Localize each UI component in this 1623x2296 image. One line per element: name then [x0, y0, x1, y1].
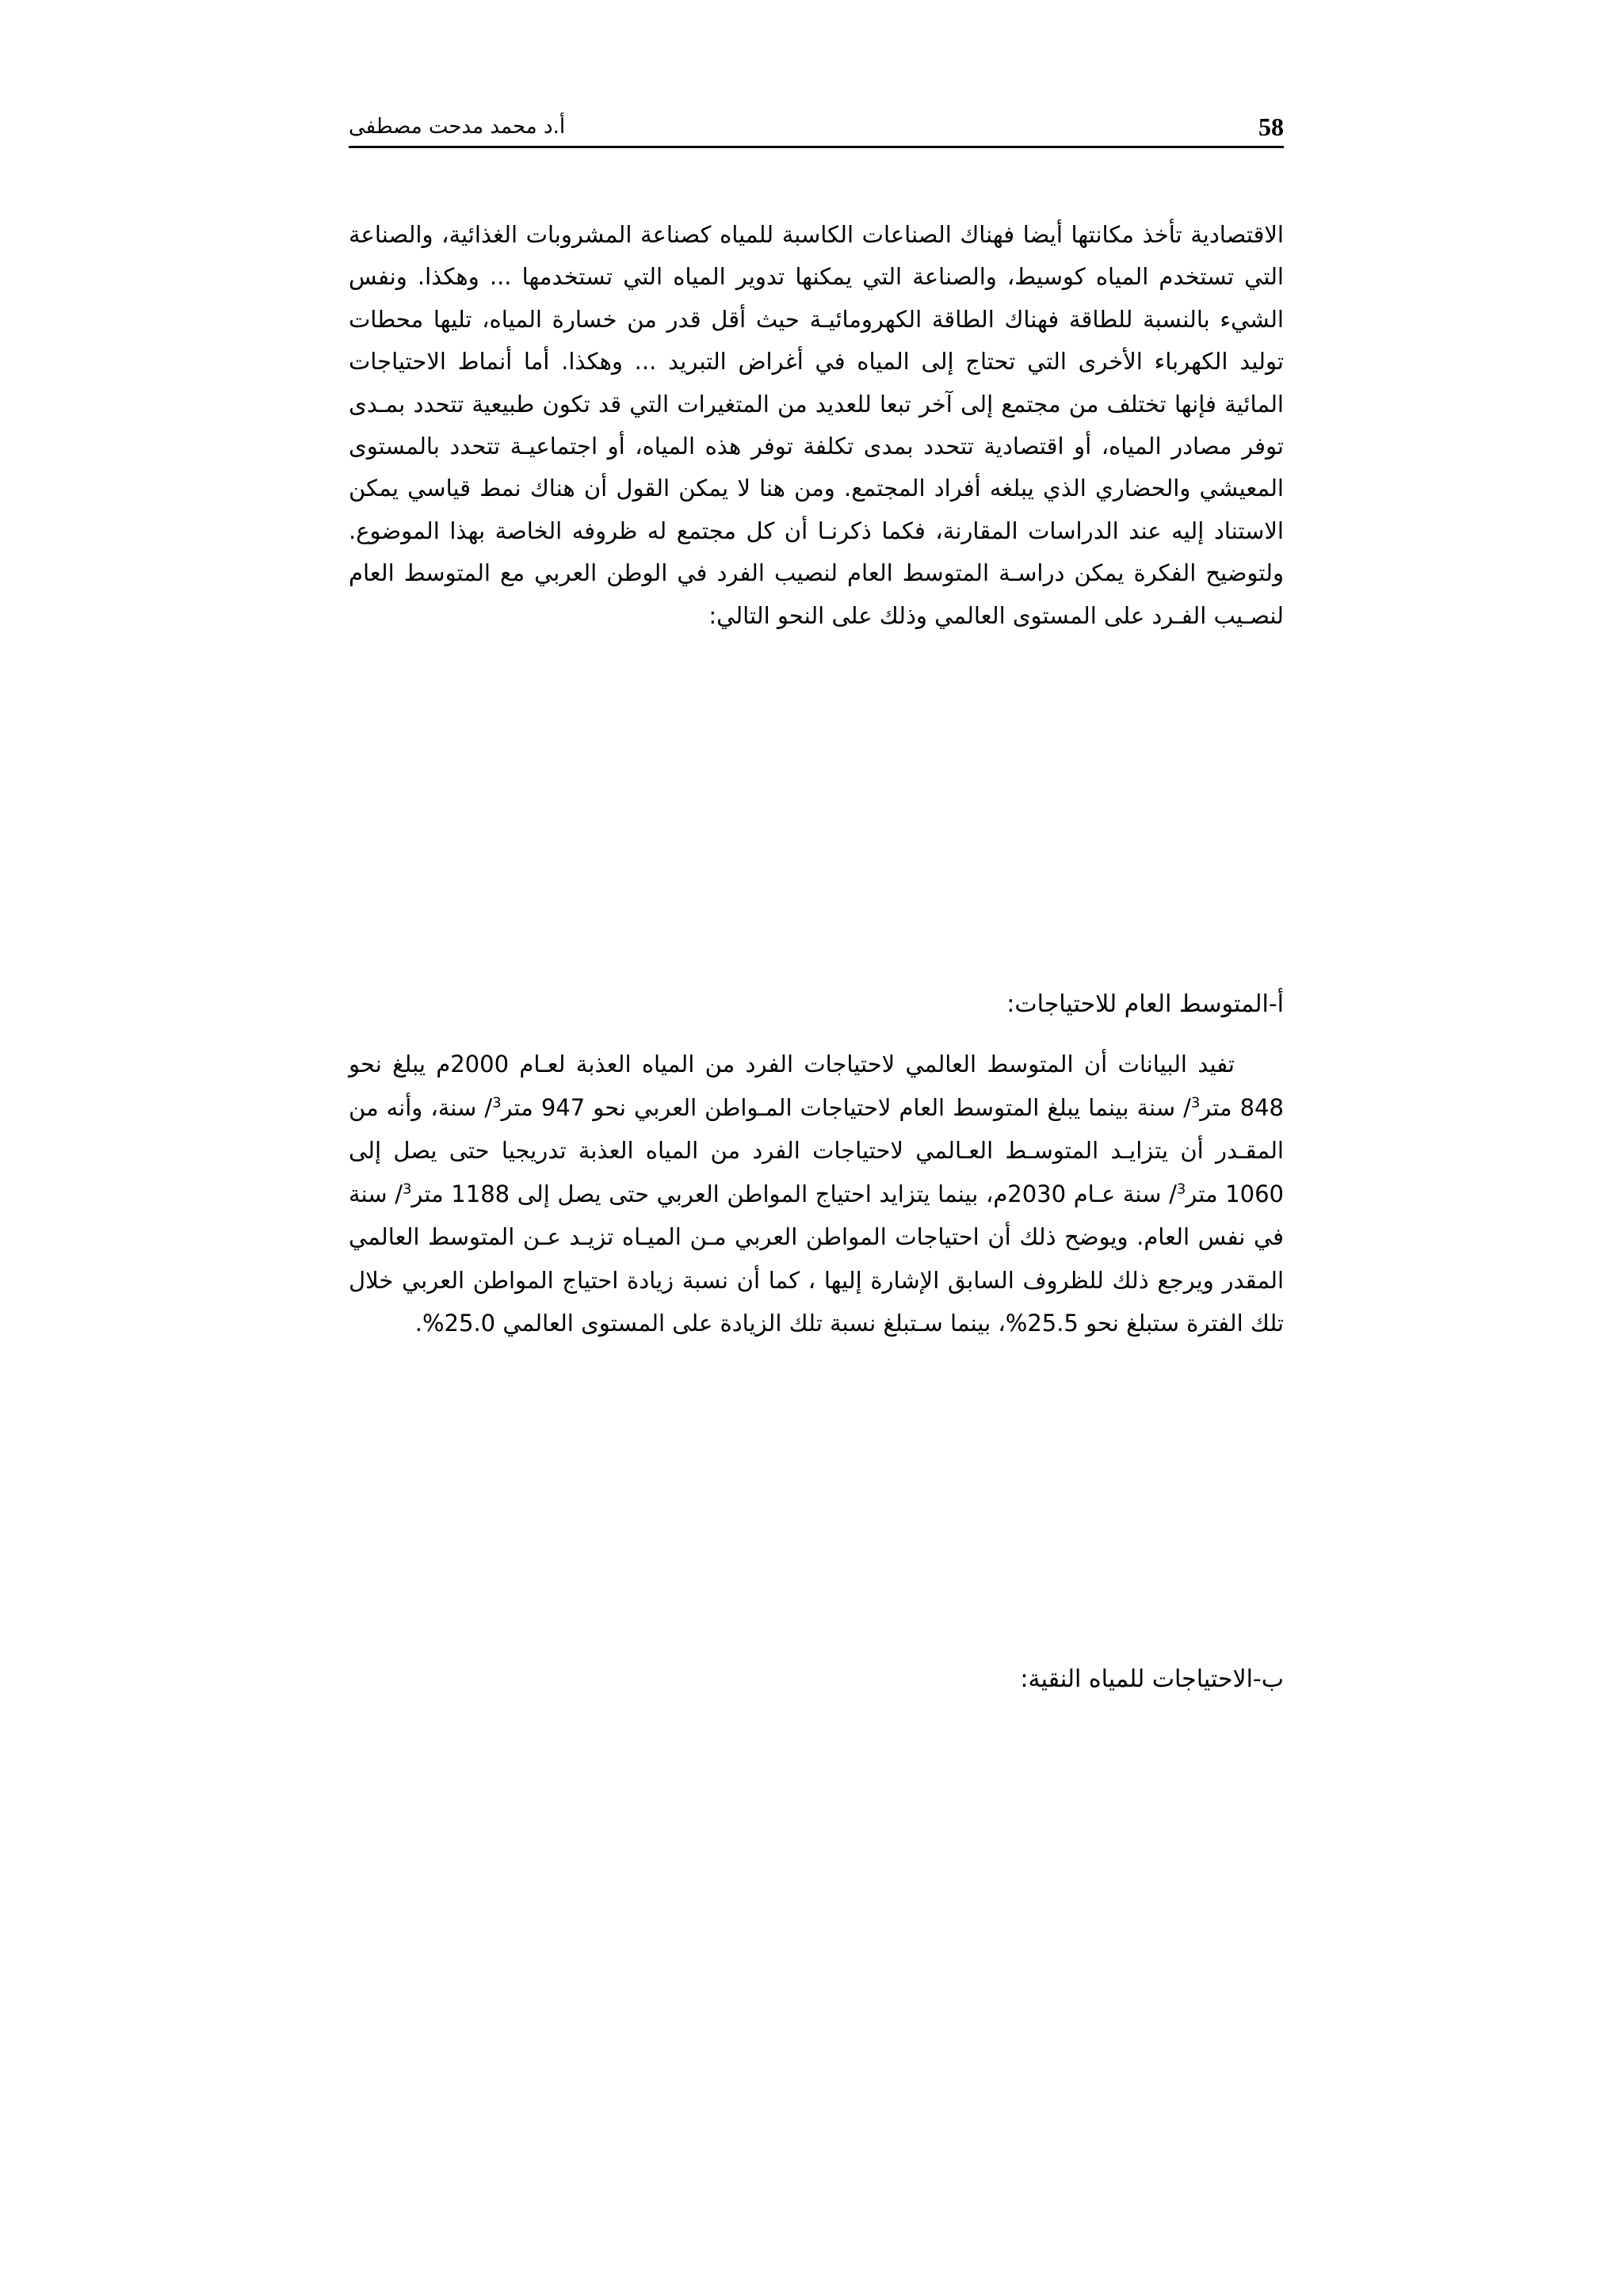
- superscript-cubed: 3: [492, 1093, 502, 1111]
- superscript-cubed: 3: [1190, 1093, 1201, 1111]
- superscript-cubed: 3: [402, 1180, 412, 1197]
- section-heading-b-text: ب-الاحتياجات للمياه النقية:: [1020, 1665, 1284, 1693]
- paragraph-1-text: الاقتصادية تأخذ مكانتها أيضا فهناك الصناعات الكاسبة للمياه كصناعة المشروبات الغذائية، والصناعة التي تستخدم المياه كوسيط، والصناعة التي يمكنها تدوير المياه التي تستخدمها ... وهكذا. ونفس الشيء بالنسبة للطاقة فهناك الطاقة الكهرومائيـة حيث أقل قدر من خسارة المياه، تليها محطات توليد الكهرباء الأخرى التي تحتاج إلى المياه في أغراض التبريد ... وهكذا. أما أنماط الاحتياجات المائية فإنها تختلف من مجتمع إلى آخر تبعا للعديد من المتغيرات التي قد تكون طبيعية تتحدد بمـدى توفر مصادر المياه، أو اقتصادية تتحدد بمدى تكلفة توفر هذه المياه، أو اجتماعيـة تتحدد بالمستوى المعيشي والحضاري الذي يبلغه أفراد المجتمع. ومن هنا لا يمكن القول أن هناك نمط قياسي يمكن الاستناد إليه عند الدراسات المقارنة، فكما ذكرنـا أن كل مجتمع له ظروفه الخاصة بهذا الموضوع. ولتوضيح الفكرة يمكن دراسـة المتوسط العام لنصيب الفرد في الوطن العربي مع المتوسط العام لنصـيب الفـرد على المستوى العالمي وذلك على النحو التالي:: [349, 221, 1284, 629]
- paragraph-2-segment: تفيد البيانات أن المتوسط العالمي لاحتياجات الفرد من المياه العذبة لعـام 2000م يبلغ نحو 848 متر: [349, 1051, 1284, 1121]
- page-header: [349, 103, 1284, 151]
- superscript-cubed: 3: [1176, 1180, 1186, 1197]
- paragraph-2-segment: / سنة، وأنه من المقـدر أن يتزايـد المتوسـط العـالمي لاحتياجات الفرد من المياه العذبة تدريجيا حتى يصل إلى 1060 متر: [349, 1093, 1284, 1207]
- paragraph-2-text: [349, 1043, 1284, 1345]
- section-heading-a-text: أ-المتوسط العام للاحتياجات:: [1006, 990, 1284, 1018]
- paragraph-2-segment: / سنة عـام 2030م، بينما يتزايد احتياج المواطن العربي حتى يصل إلى 1188 متر: [411, 1180, 1177, 1207]
- section-heading-b: [349, 1656, 1284, 1703]
- page-number: 58: [1258, 113, 1284, 141]
- paragraph-2-segment: / سنة في نفس العام. ويوضح ذلك أن احتياجات المواطن العربي مـن الميـاه تزيـد عـن المتوسط العالمي المقدر ويرجع ذلك للظروف السابق الإشارة إليها ، كما أن نسبة زيادة احتياج المواطن العربي خلال تلك الفترة ستبلغ نحو 25.5%، بينما سـتبلغ نسبة تلك الزيادة على المستوى العالمي 25.0%.: [349, 1180, 1284, 1337]
- section-heading-a: [349, 981, 1284, 1028]
- paragraph-1: [349, 214, 1284, 637]
- author-name: أ.د محمد مدحت مصطفى: [349, 115, 566, 139]
- paragraph-2: [349, 1043, 1284, 1345]
- paragraph-2-segment: / سنة بينما يبلغ المتوسط العام لاحتياجات المـواطن العربي نحو 947 متر: [501, 1093, 1191, 1121]
- header-rule: [349, 146, 1284, 148]
